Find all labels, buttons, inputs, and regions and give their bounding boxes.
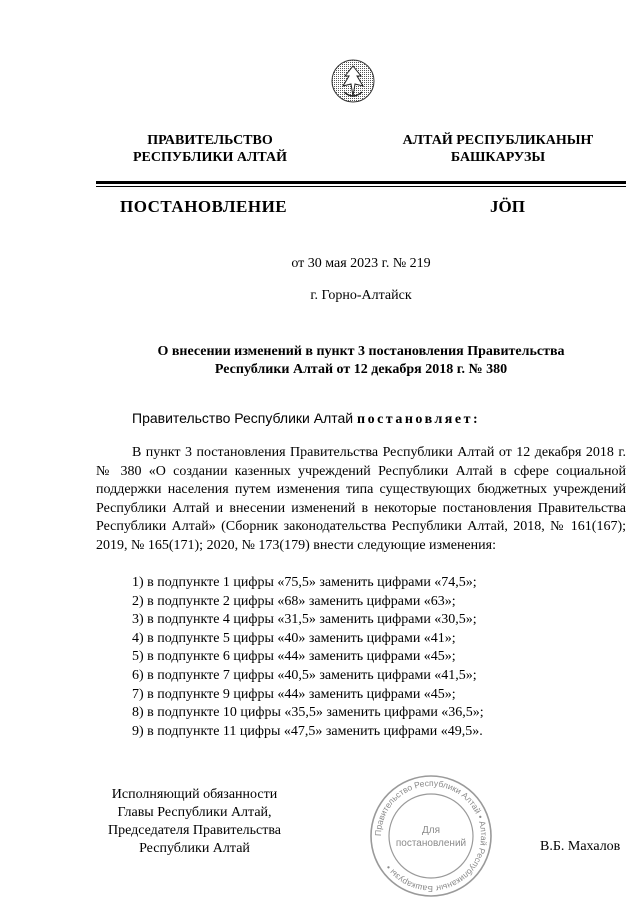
- document-title: [96, 343, 626, 379]
- list-item: 3) в подпункте 4 цифры «31,5» заменить цифрами «30,5»;: [132, 612, 477, 628]
- amendment-list: [132, 574, 602, 741]
- government-name-altai: [388, 132, 608, 166]
- list-item: 8) в подпункте 10 цифры «35,5» заменить цифрами «36,5»;: [132, 705, 484, 721]
- signatory-name: В.Б. Махалов: [540, 839, 621, 854]
- preamble-text: Правительство Республики Алтай: [132, 410, 358, 426]
- list-item: 7) в подпункте 9 цифры «44» заменить цифрами «45»;: [132, 686, 456, 702]
- position-line4: Республики Алтай: [139, 841, 250, 856]
- list-item: 9) в подпункте 11 цифры «47,5» заменить цифрами «49,5».: [132, 723, 483, 739]
- list-item: 2) в подпункте 2 цифры «68» заменить цифрами «63»;: [132, 593, 456, 609]
- header-divider-thin: [96, 186, 626, 187]
- position-line2: Главы Республики Алтай,: [117, 805, 272, 820]
- document-city: г. Горно-Алтайск: [310, 288, 412, 303]
- header-right-line1: АЛТАЙ РЕСПУБЛИКАНЫҤ: [402, 133, 594, 148]
- document-type-russian: ПОСТАНОВЛЕНИЕ: [120, 197, 288, 216]
- list-item: 5) в подпункте 6 цифры «44» заменить цифрами «45»;: [132, 649, 456, 665]
- list-item: 4) в подпункте 5 цифры «40» заменить цифрами «41»;: [132, 630, 456, 646]
- republic-coat-of-arms-icon: [330, 56, 376, 106]
- document-date-number: от 30 мая 2023 г. № 219: [291, 256, 431, 271]
- body-paragraph: В пункт 3 постановления Правительства Республики Алтай от 12 декабря 2018 г. № 380 «О создании казенных учреждений Республики Алтай в сфере социальной поддержки населения путем изменения типа существующих бюджетных учреждений Республики Алтай и внесении изменений в некоторые постановления Правительства Республики Алтай» (Сборник законодательства Республики Алтай, 2018, № 161(167); 2019, № 165(171); 2020, № 173(179) внести следующие изменения:: [96, 445, 626, 553]
- list-item: 6) в подпункте 7 цифры «40,5» заменить цифрами «41,5»;: [132, 667, 477, 683]
- stamp-center-line1: Для: [421, 825, 441, 836]
- list-item: 1) в подпункте 1 цифры «75,5» заменить цифрами «74,5»;: [132, 575, 477, 590]
- title-line2: Республики Алтай от 12 декабря 2018 г. № 380: [214, 362, 508, 377]
- position-line1: Исполняющий обязанности: [111, 787, 278, 802]
- signatory-position: [92, 786, 297, 858]
- header-left-line2: РЕСПУБЛИКИ АЛТАЙ: [132, 150, 288, 165]
- preamble-emphasis: постановляет:: [357, 412, 481, 427]
- preamble: [132, 410, 480, 428]
- stamp-ring-textpath: Правительство Республики Алтай • Алтай Республиканыҥ Башкарузы •: [372, 777, 490, 895]
- government-name-russian: [110, 132, 310, 166]
- document-type-altai: JÖП: [490, 197, 525, 216]
- header-right-line2: БАШКАРУЗЫ: [450, 150, 546, 165]
- official-stamp: [368, 773, 494, 899]
- stamp-center-line2: постановлений: [395, 838, 467, 849]
- position-line3: Председателя Правительства: [107, 823, 281, 838]
- header-divider-thick: [96, 181, 626, 184]
- header-left-line1: ПРАВИТЕЛЬСТВО: [147, 133, 273, 148]
- title-line1: О внесении изменений в пункт 3 постановления Правительства: [157, 344, 565, 359]
